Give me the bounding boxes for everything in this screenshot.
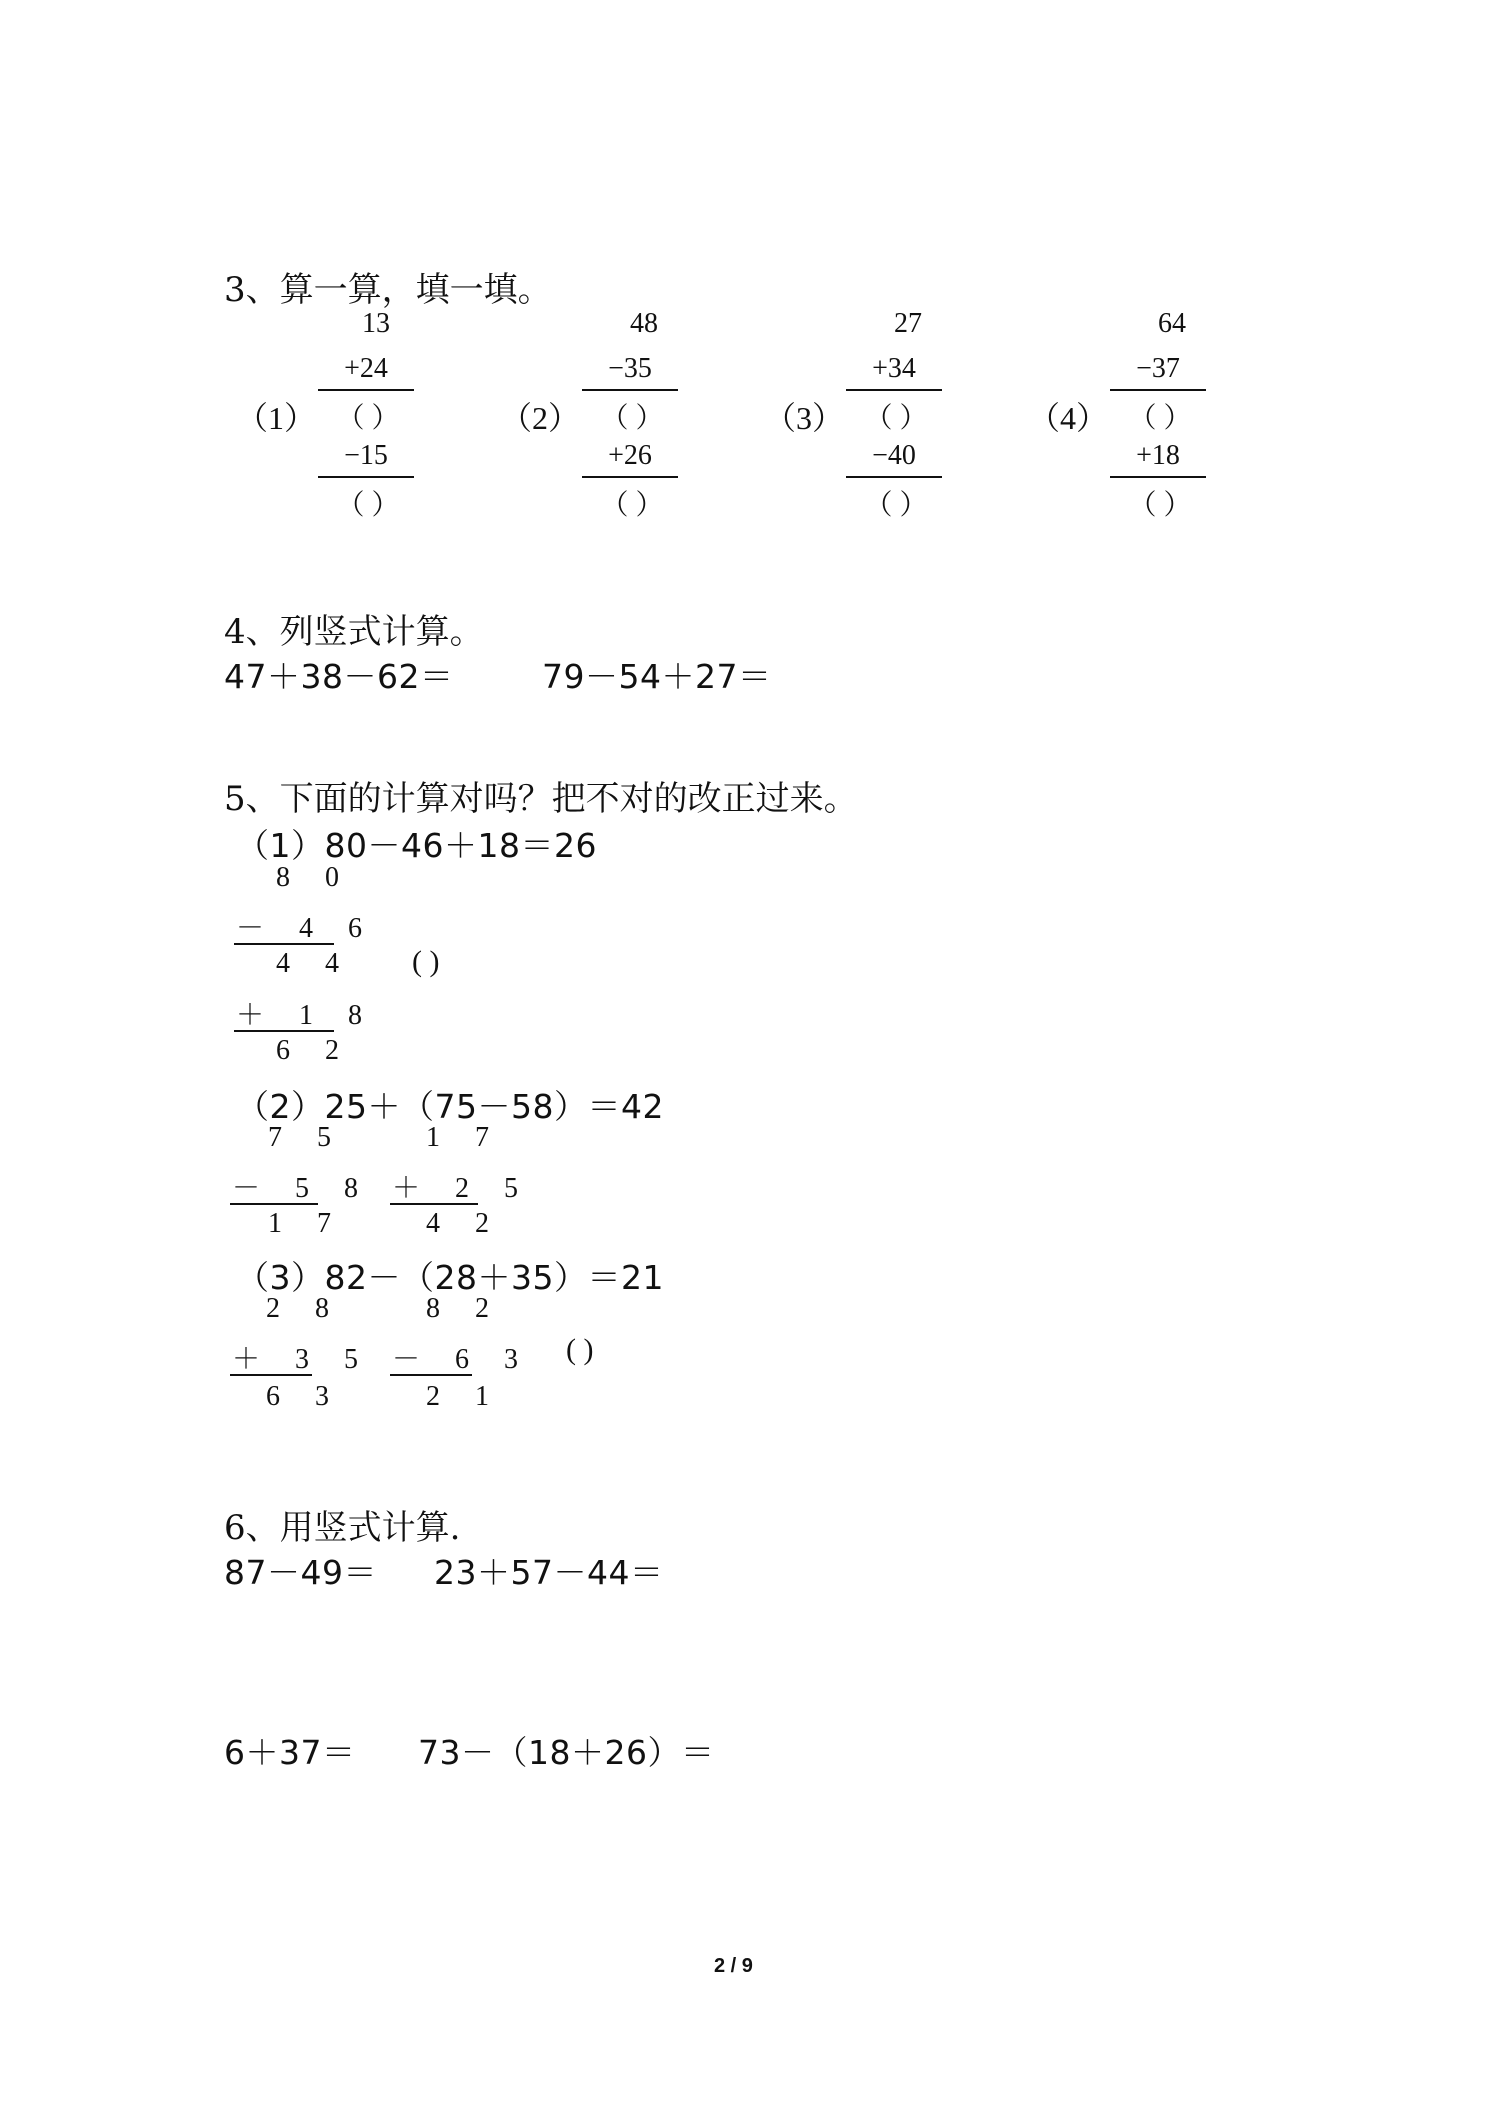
q3-blank-2: （ ） xyxy=(1128,490,1192,521)
vertical-rule xyxy=(234,943,334,945)
q6-expression-4: 73－（18＋26）＝ xyxy=(418,1733,715,1772)
q6-expression-1: 87－49＝ xyxy=(224,1553,377,1592)
q3-rule xyxy=(846,476,942,478)
q3-blank-2: （ ） xyxy=(600,490,664,521)
vertical-digits: － 6 3 xyxy=(392,1344,533,1375)
vertical-digits: 7 5 xyxy=(268,1122,345,1153)
q3-top-number: 64 xyxy=(1158,308,1186,339)
vertical-digits: ＋ 3 5 xyxy=(232,1344,373,1375)
vertical-rule xyxy=(390,1374,472,1376)
q3-rule xyxy=(1110,476,1206,478)
q3-operand-1: +34 xyxy=(872,353,916,384)
q3-rule xyxy=(318,476,414,478)
q3-operand-2: +26 xyxy=(608,440,652,471)
q3-label: （2） xyxy=(500,400,581,436)
q4-expression-1: 47＋38－62＝ xyxy=(224,657,454,696)
q3-rule xyxy=(1110,389,1206,391)
q3-rule xyxy=(318,389,414,391)
q6-expression-2: 23＋57－44＝ xyxy=(434,1553,664,1592)
vertical-digits: 2 8 xyxy=(266,1293,343,1324)
q4-expression-2: 79－54＋27＝ xyxy=(542,657,772,696)
q3-rule xyxy=(846,389,942,391)
vertical-digits: 6 2 xyxy=(276,1035,353,1066)
q3-rule xyxy=(582,389,678,391)
q3-top-number: 27 xyxy=(894,308,922,339)
vertical-rule xyxy=(390,1203,478,1205)
q3-blank-2: （ ） xyxy=(864,490,928,521)
vertical-digits: ＋ 2 5 xyxy=(392,1173,533,1204)
q3-label: （1） xyxy=(236,400,317,436)
q3-label: （4） xyxy=(1028,400,1109,436)
vertical-digits: 1 7 xyxy=(426,1122,503,1153)
q5-heading: 5、下面的计算对吗？把不对的改正过来。 xyxy=(224,779,858,819)
vertical-digits: 4 2 xyxy=(426,1208,503,1239)
vertical-rule xyxy=(230,1203,318,1205)
vertical-digits: － 5 8 xyxy=(232,1173,373,1204)
judge-blank[interactable]: ( ) xyxy=(412,945,440,978)
page-number: 2 / 9 xyxy=(714,1955,753,1977)
q3-operand-2: −40 xyxy=(872,440,916,471)
q3-operand-1: −37 xyxy=(1136,353,1180,384)
q3-heading: 3、算一算，填一填。 xyxy=(224,270,552,310)
vertical-rule xyxy=(230,1374,312,1376)
q3-operand-1: −35 xyxy=(608,353,652,384)
q3-blank-1: （ ） xyxy=(600,403,664,434)
vertical-digits: 4 4 xyxy=(276,948,353,979)
q5-problem-3-title: （3）82－（28＋35）＝21 xyxy=(236,1258,664,1297)
q6-heading: 6、用竖式计算. xyxy=(224,1508,461,1548)
vertical-digits: 1 7 xyxy=(268,1208,345,1239)
q5-problem-2-title: （2）25＋（75－58）＝42 xyxy=(236,1087,664,1126)
q5-problem-1-title: （1）80－46＋18＝26 xyxy=(236,826,597,865)
q3-top-number: 48 xyxy=(630,308,658,339)
q3-top-number: 13 xyxy=(362,308,390,339)
q3-rule xyxy=(582,476,678,478)
q3-blank-1: （ ） xyxy=(1128,403,1192,434)
judge-blank[interactable]: ( ) xyxy=(566,1333,594,1366)
q3-operand-2: −15 xyxy=(344,440,388,471)
q4-heading: 4、列竖式计算。 xyxy=(224,612,484,652)
vertical-digits: 2 1 xyxy=(426,1381,503,1412)
vertical-digits: 8 0 xyxy=(276,862,353,893)
vertical-rule xyxy=(234,1030,334,1032)
vertical-digits: 8 2 xyxy=(426,1293,503,1324)
q3-blank-2: （ ） xyxy=(336,490,400,521)
q6-expression-3: 6＋37＝ xyxy=(224,1733,356,1772)
q3-label: （3） xyxy=(764,400,845,436)
q3-blank-1: （ ） xyxy=(336,403,400,434)
vertical-digits: － 4 6 xyxy=(236,913,377,944)
vertical-digits: 6 3 xyxy=(266,1381,343,1412)
q3-operand-1: +24 xyxy=(344,353,388,384)
vertical-digits: ＋ 1 8 xyxy=(236,1000,377,1031)
q3-blank-1: （ ） xyxy=(864,403,928,434)
q3-operand-2: +18 xyxy=(1136,440,1180,471)
